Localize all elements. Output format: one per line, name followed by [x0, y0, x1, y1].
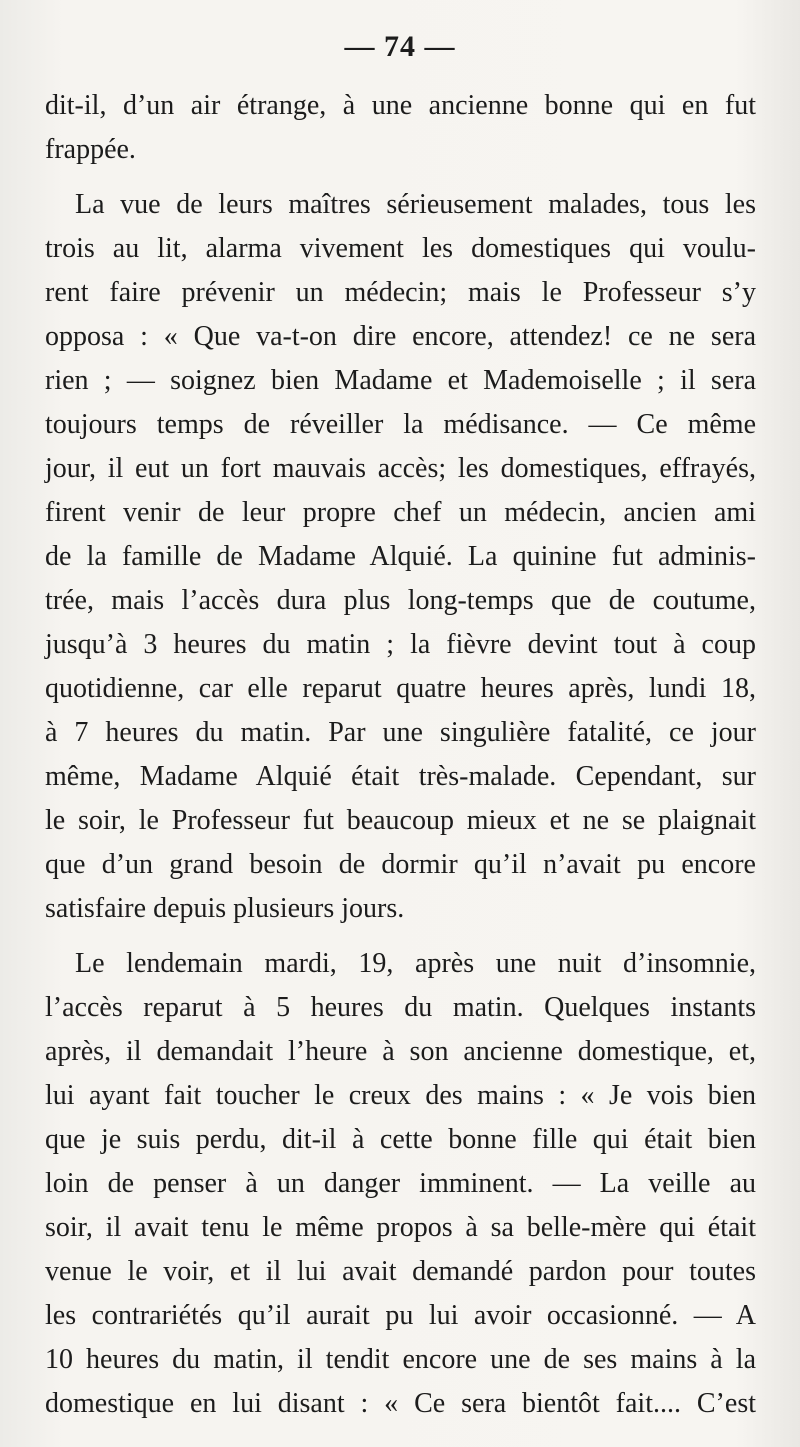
- text-line: rien ; — soignez bien Madame et Mademoiselle ; il sera: [45, 365, 756, 396]
- text-line: les contrariétés qu’il aurait pu lui avoir occasionné. — A: [45, 1300, 756, 1331]
- text-line: que d’un grand besoin de dormir qu’il n’avait pu encore: [45, 849, 756, 880]
- text-line: quotidienne, car elle reparut quatre heures après, lundi 18,: [45, 673, 756, 704]
- paragraph: [45, 942, 756, 1426]
- text-line: venue le voir, et il lui avait demandé pardon pour toutes: [45, 1256, 756, 1287]
- text-line: rent faire prévenir un médecin; mais le Professeur s’y: [45, 277, 756, 308]
- text-line: même, Madame Alquié était très-malade. Cependant, sur: [45, 761, 756, 792]
- text-line: 10 heures du matin, il tendit encore une de ses mains à la: [45, 1344, 756, 1375]
- text-line: jusqu’à 3 heures du matin ; la fièvre devint tout à coup: [45, 629, 756, 660]
- text-line: lui ayant fait toucher le creux des mains : « Je vois bien: [45, 1080, 756, 1111]
- text-line: firent venir de leur propre chef un médecin, ancien ami: [45, 497, 756, 528]
- paragraph-gap: [45, 172, 756, 183]
- text-line: domestique en lui disant : « Ce sera bientôt fait.... C’est: [45, 1388, 756, 1419]
- paragraph: [45, 84, 756, 172]
- text-line: trois au lit, alarma vivement les domestiques qui voulu-: [45, 233, 756, 264]
- text-line: toujours temps de réveiller la médisance. — Ce même: [45, 409, 756, 440]
- paragraph: [45, 183, 756, 931]
- text-line: frappée.: [45, 134, 136, 165]
- text-line: à 7 heures du matin. Par une singulière fatalité, ce jour: [45, 717, 756, 748]
- text-line: Le lendemain mardi, 19, après une nuit d’insomnie,: [75, 948, 756, 979]
- text-line: dit-il, d’un air étrange, à une ancienne bonne qui en fut: [45, 90, 756, 121]
- text-line: trée, mais l’accès dura plus long-temps que de coutume,: [45, 585, 756, 616]
- text-line: jour, il eut un fort mauvais accès; les domestiques, effrayés,: [45, 453, 756, 484]
- text-line: soir, il avait tenu le même propos à sa belle-mère qui était: [45, 1212, 756, 1243]
- text-line: que je suis perdu, dit-il à cette bonne fille qui était bien: [45, 1124, 756, 1155]
- text-line: l’accès reparut à 5 heures du matin. Quelques instants: [45, 992, 756, 1023]
- text-line: de la famille de Madame Alquié. La quinine fut adminis-: [45, 541, 756, 572]
- text-line: opposa : « Que va-t-on dire encore, attendez! ce ne sera: [45, 321, 756, 352]
- text-line: loin de penser à un danger imminent. — La veille au: [45, 1168, 756, 1199]
- text-line: La vue de leurs maîtres sérieusement malades, tous les: [75, 189, 756, 220]
- page-number: — 74 —: [344, 30, 456, 63]
- text-line: après, il demandait l’heure à son ancienne domestique, et,: [45, 1036, 756, 1067]
- text-line: satisfaire depuis plusieurs jours.: [45, 893, 405, 924]
- text-line: le soir, le Professeur fut beaucoup mieux et ne se plaignait: [45, 805, 756, 836]
- paragraph-gap: [45, 931, 756, 942]
- page-body: [45, 84, 756, 1426]
